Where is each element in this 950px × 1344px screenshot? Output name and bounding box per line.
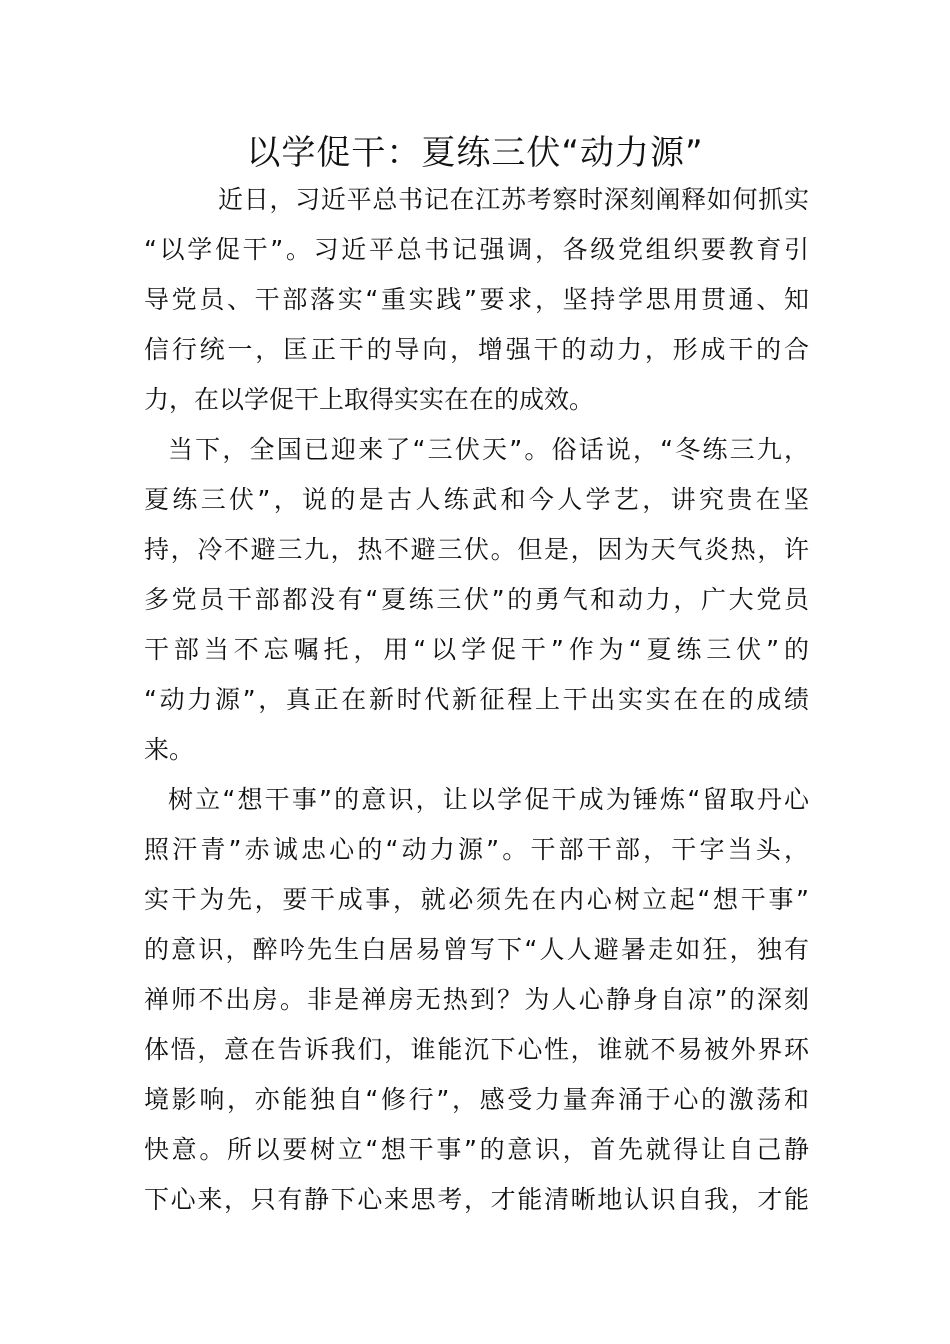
document-title: 以学促干：夏练三伏“动力源” <box>246 133 704 173</box>
paragraph-2-line-2: 夏练三伏”，说的是古人练武和今人学艺，讲究贵在坚 <box>144 485 809 514</box>
paragraph-2-line-6: “动力源”，真正在新时代新征程上干出实实在在的成绩 <box>144 685 809 714</box>
paragraph-1-line-3: 导党员、干部落实“重实践”要求，坚持学思用贯通、知 <box>144 285 809 314</box>
paragraph-3-line-8: 快意。所以要树立“想干事”的意识，首先就得让自己静 <box>144 1135 809 1164</box>
paragraph-3-line-6: 体悟，意在告诉我们，谁能沉下心性，谁就不易被外界环 <box>144 1035 809 1064</box>
paragraph-1-line-2: “以学促干”。习近平总书记强调，各级党组织要教育引 <box>144 235 809 264</box>
paragraph-3-line-2: 照汗青”赤诚忠心的“动力源”。干部干部，干字当头， <box>144 835 809 864</box>
paragraph-1-line-1: 近日，习近平总书记在江苏考察时深刻阐释如何抓实 <box>218 185 809 214</box>
paragraph-3-line-5: 禅师不出房。非是禅房无热到？为人心静身自凉”的深刻 <box>144 985 809 1014</box>
paragraph-2-line-3: 持，冷不避三九，热不避三伏。但是，因为天气炎热，许 <box>144 535 809 564</box>
paragraph-2-line-7: 来。 <box>144 735 195 764</box>
paragraph-3-line-3: 实干为先，要干成事，就必须先在内心树立起“想干事” <box>144 885 809 914</box>
paragraph-3-line-9: 下心来，只有静下心来思考，才能清晰地认识自我，才能 <box>144 1185 809 1214</box>
paragraph-1-line-4: 信行统一，匡正干的导向，增强干的动力，形成干的合 <box>144 335 809 364</box>
paragraph-3-line-7: 境影响，亦能独自“修行”，感受力量奔涌于心的激荡和 <box>144 1085 809 1114</box>
paragraph-2-line-5: 干部当不忘嘱托，用“以学促干”作为“夏练三伏”的 <box>144 635 809 664</box>
paragraph-2-line-1: 当下，全国已迎来了“三伏天”。俗话说，“冬练三九， <box>168 435 809 464</box>
paragraph-1-line-5: 力，在以学促干上取得实实在在的成效。 <box>144 385 595 414</box>
paragraph-2-line-4: 多党员干部都没有“夏练三伏”的勇气和动力，广大党员 <box>144 585 809 614</box>
paragraph-3-line-4: 的意识，醉吟先生白居易曾写下“人人避暑走如狂，独有 <box>144 935 809 964</box>
paragraph-3-line-1: 树立“想干事”的意识，让以学促干成为锤炼“留取丹心 <box>168 785 809 814</box>
